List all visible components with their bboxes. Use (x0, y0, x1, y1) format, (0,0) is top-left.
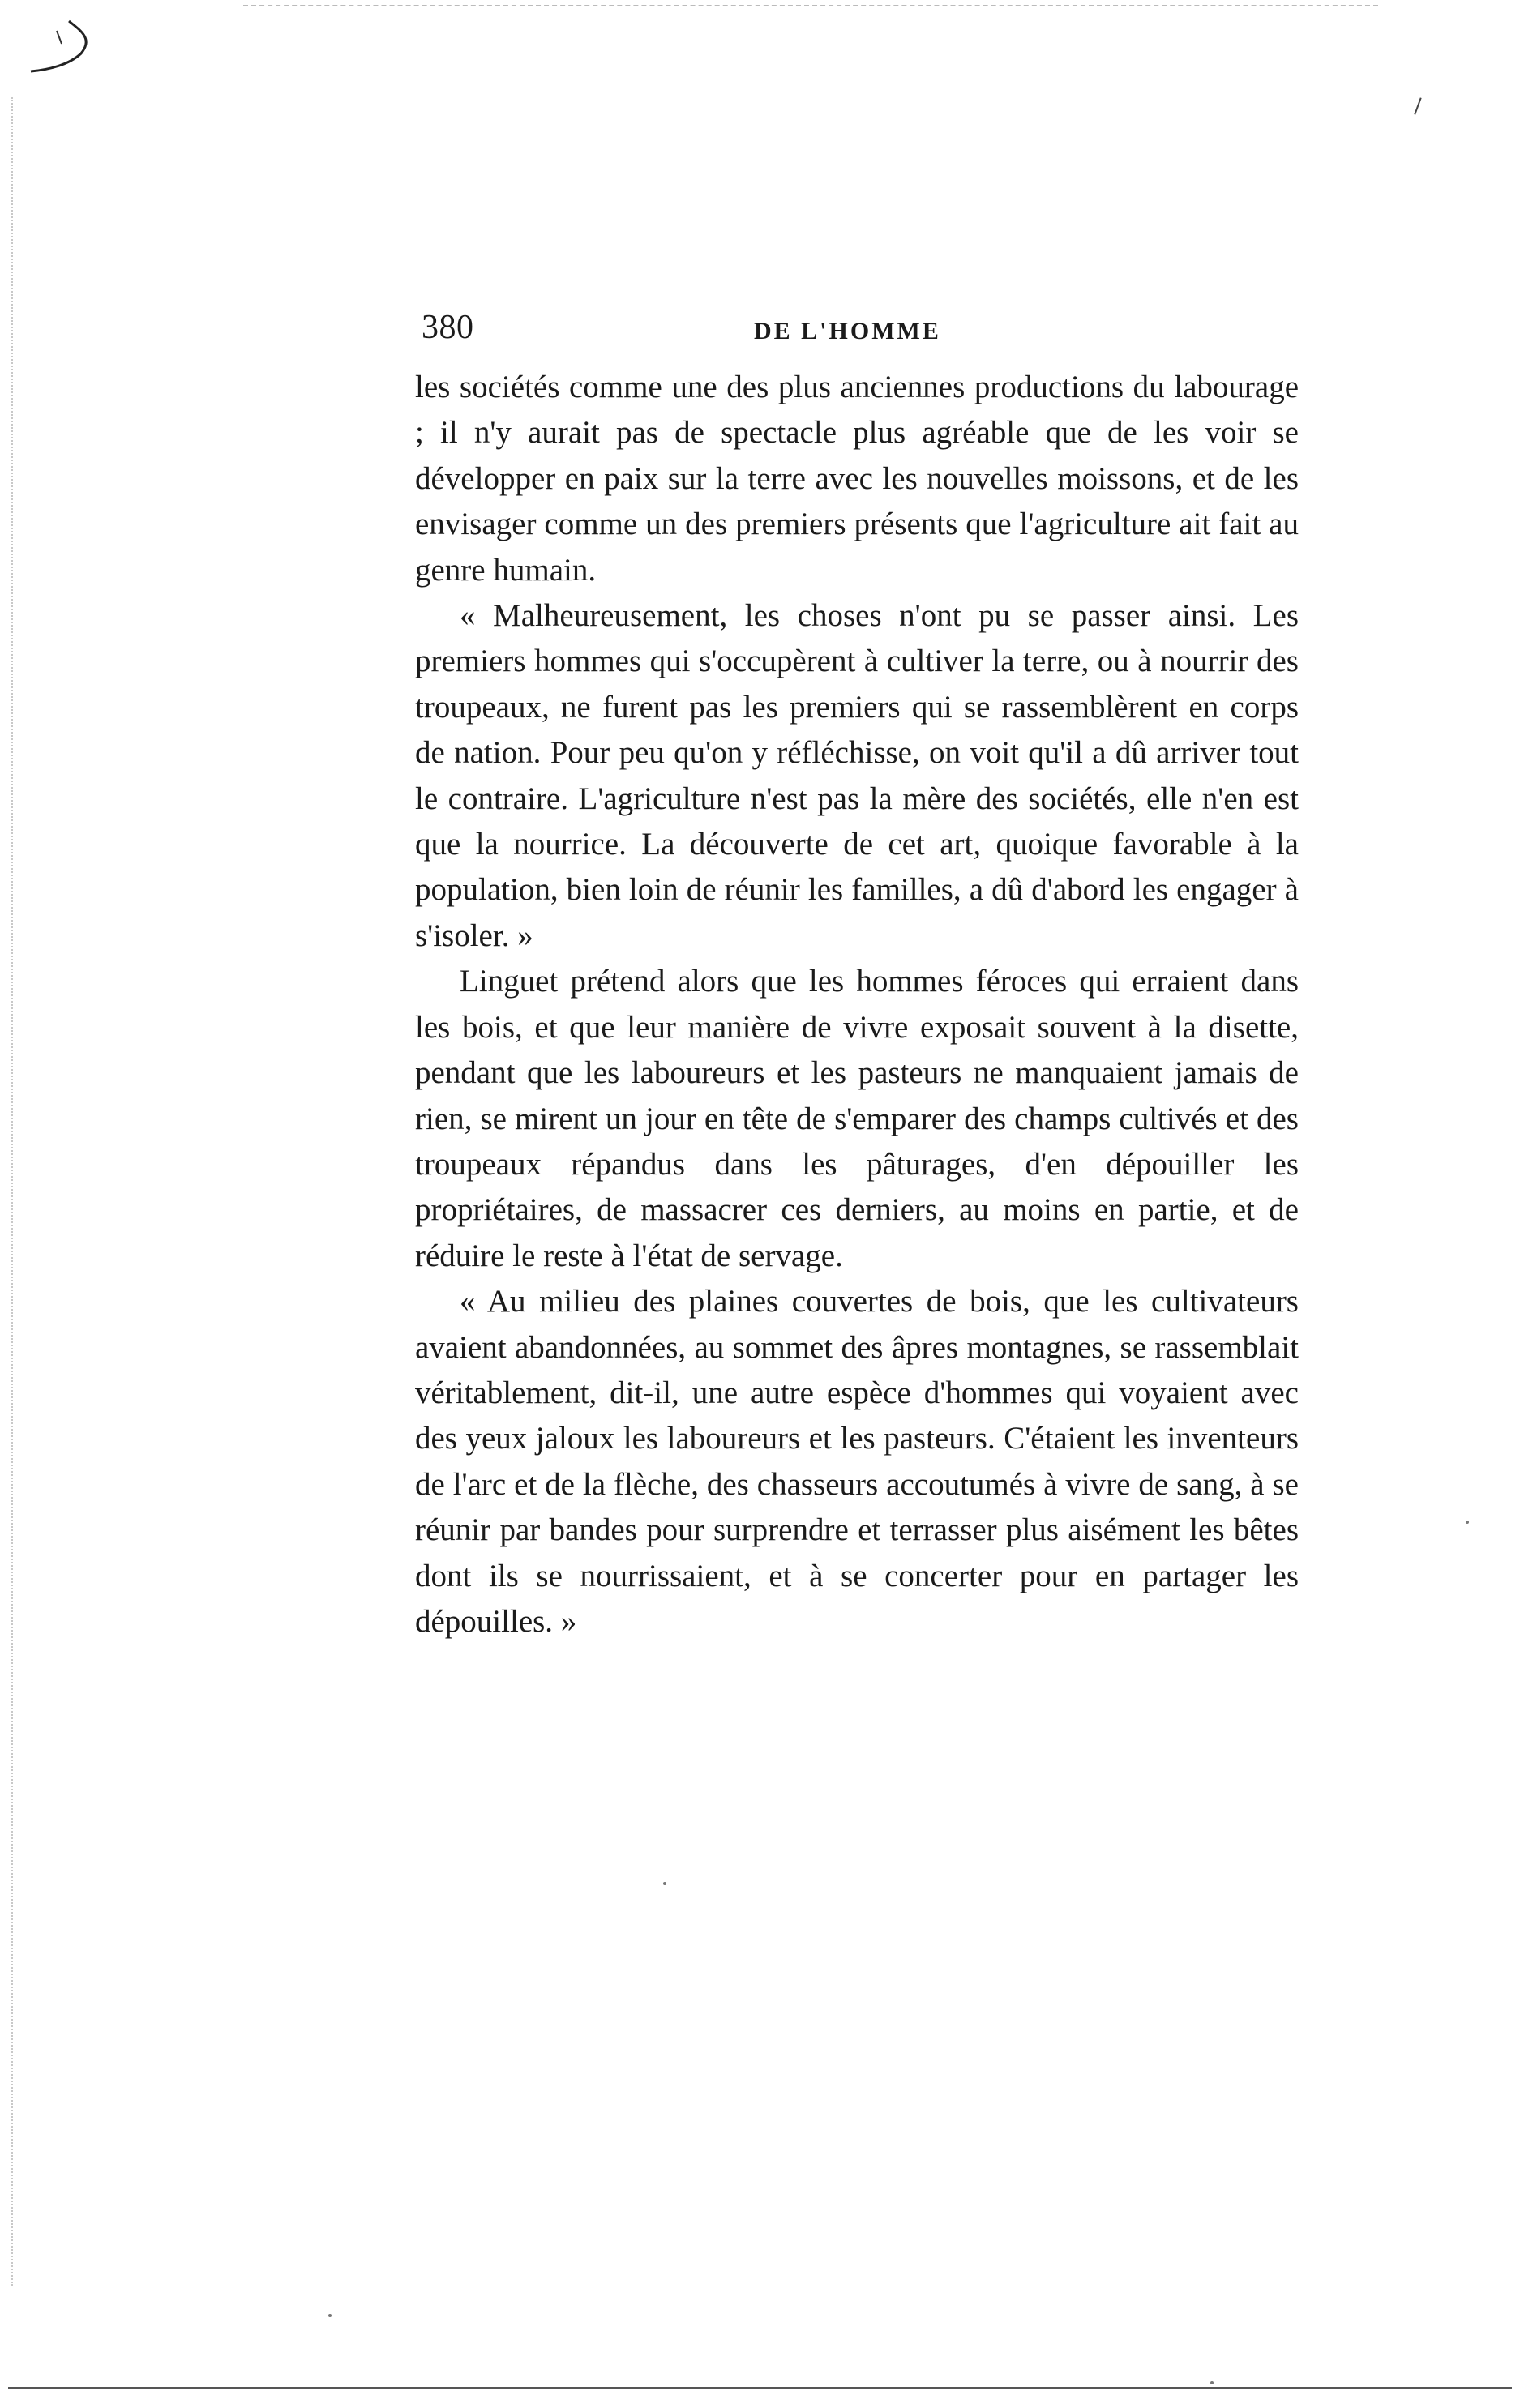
paragraph: Linguet prétend alors que les hommes féroces qui erraient dans les bois, et que leur manière de vivre exposait souvent à la disette, pendant que les laboureurs et les pasteurs ne manquaient jamais de rien, se mirent un jour en tête de s'emparer des champs cultivés et des troupeaux répandus dans les pâturages, d'en dépouiller les propriétaires, de massacrer ces derniers, au moins en partie, et de réduire le reste à l'état de servage. (415, 964, 1299, 1273)
scan-mark (1414, 97, 1421, 114)
page-number: 380 (422, 309, 474, 346)
running-title: DE L'HOMME (754, 318, 941, 344)
scan-speck (1210, 2381, 1214, 2384)
running-head (422, 308, 1313, 357)
scan-speck (328, 2314, 332, 2317)
scan-left-edge (11, 97, 16, 2286)
body-text (415, 365, 1299, 1645)
scan-speck (1466, 1521, 1469, 1524)
paragraph: « Malheureusement, les choses n'ont pu se passer ainsi. Les premiers hommes qui s'occupèrent à cultiver la terre, ou à nourrir des troupeaux, ne furent pas les premiers qui se rassemblèrent en corps de nation. Pour peu qu'on y réfléchisse, on voit qu'il a dû arriver tout le contraire. L'agriculture n'est pas la mère des sociétés, elle n'en est que la nourrice. La découverte de cet art, quoique favorable à la population, bien loin de réunir les familles, a dû d'abord les engager à s'isoler. » (415, 598, 1299, 953)
paragraph: « Au milieu des plaines couvertes de bois, que les cultivateurs avaient abandonnées, au sommet des âpres montagnes, se rassemblait véritablement, dit-il, une autre espèce d'hommes qui voyaient avec des yeux jaloux les laboureurs et les pasteurs. C'étaient les inventeurs de l'arc et de la flèche, des chasseurs accoutumés à vivre de sang, à se réunir par bandes pour surprendre et terrasser plus aisément les bêtes dont ils se nourrissaient, et à se concerter pour en partager les dépouilles. » (415, 1284, 1299, 1639)
scan-bottom-edge (8, 2387, 1512, 2389)
paragraph: les sociétés comme une des plus anciennes productions du labourage ; il n'y aurait pas de spectacle plus agréable que de les voir se développer en paix sur la terre avec les nouvelles moissons, et de les envisager comme un des premiers présents que l'agriculture ait fait au genre humain. (415, 370, 1299, 588)
scan-speck (663, 1882, 666, 1885)
pen-mark-icon (24, 15, 97, 79)
scan-top-edge (243, 5, 1378, 6)
